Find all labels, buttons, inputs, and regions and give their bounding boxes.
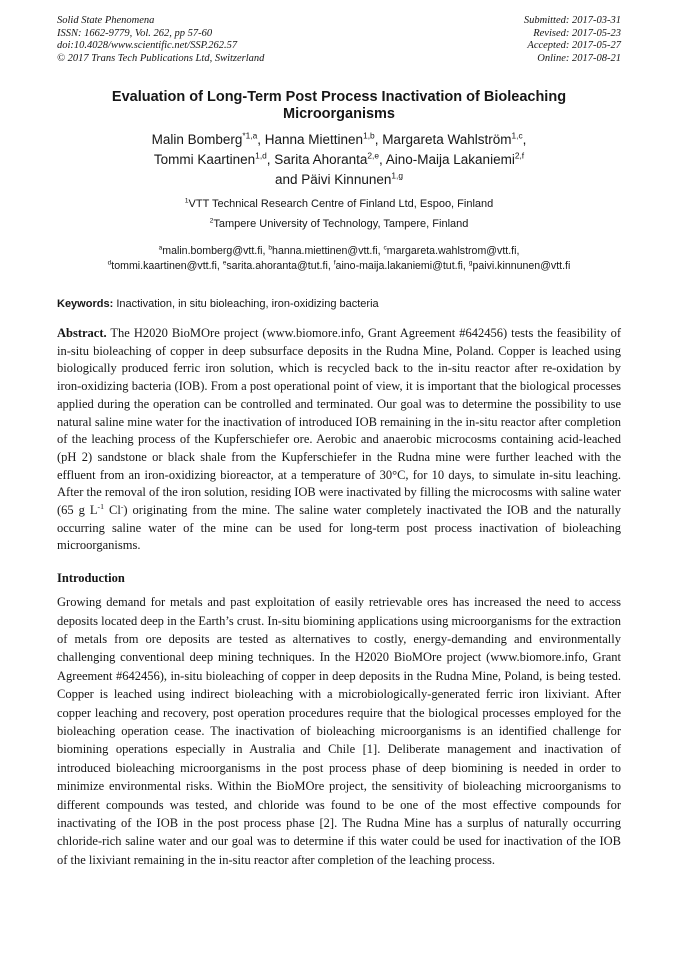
online-date: Online: 2017-08-21 <box>537 52 621 64</box>
affiliation-vtt: $^1$VTT Technical Research Centre of Finland Ltd, Espoo, Finland <box>184 197 494 210</box>
authors-line-1: Malin Bomberg$^{*1,a}$, Hanna Miettinen$^{1,b}$, Margareta Wahlström$^{1,c}$, <box>151 130 527 147</box>
paper-title: Evaluation of Long-Term Post Process Inactivation of Bioleaching Microorganisms <box>111 89 567 122</box>
submission-dates-block <box>524 15 621 65</box>
emails-line-2: $^d$tommi.kaartinen@vtt.fi, $^e$sarita.ahoranta@tut.fi, $^f$aino-maija.lakaniemi@tut.fi, $^g$paivi.kinnunen@vtt.fi <box>107 259 571 272</box>
journal-doi: doi:10.4028/www.scientific.net/SSP.262.57 <box>57 40 238 51</box>
authors-line-3: and Päivi Kinnunen$^{1,g}$ <box>275 170 403 187</box>
abstract-label: Abstract. <box>57 326 107 340</box>
accepted-date: Accepted: 2017-05-27 <box>527 40 621 51</box>
journal-name: Solid State Phenomena <box>57 15 155 26</box>
keywords-line <box>57 298 621 310</box>
author-list <box>57 130 621 190</box>
introduction-paragraph: Growing demand for metals and past exploitation of easily retrievable ores has increased the need to access deposits located deep in the Earth’s crust. In-situ biomining applications using microorganisms for the extraction of metals from ore deposits are tested as alternatives to costly, energy-demanding and environmentally challenging conventional deep mining techniques. In the H2020 BioMOre project (www.biomore.info, Grant Agreement #642456), in-situ bioleaching of copper in deep deposits in the Rudna Mine, Poland, is being tested. Copper is leached using indirect bioleaching with a microbiologically-generated ferric iron lixiviant. After copper leaching and recovery, post operation procedures require that the biological processes employed for the bioleaching operation cease. The inactivation of bioleaching microorganisms is an identified challenge for biomining operations especially in Australia and Chile [1]. Deliberate management and inactivation of introduced bioleaching microorganisms in the post process phase of deep biomining is needed in order to minimize environmental risks. Within the BioMOre project, the sensitivity of bioleaching microorganisms to different compounds was tested, and chloride was found to be one of the most effective compounds for inactivating of the IOB in the post process phase [2]. The Rudna Mine has a surplus of naturally occurring chloride-rich saline water and our goal was to determine if this water could be used for inactivation of the IOB of the lixiviant remaining in the in-situ reactor after completion of the leaching process. <box>57 595 621 867</box>
abstract-paragraph <box>57 325 621 555</box>
submitted-date: Submitted: 2017-03-31 <box>523 15 621 26</box>
keywords-text: Inactivation, in situ bioleaching, iron-oxidizing bacteria <box>116 298 379 310</box>
emails-line-1: $^a$malin.bomberg@vtt.fi, $^b$hanna.miettinen@vtt.fi, $^c$margareta.wahlstrom@vtt.fi, <box>158 244 520 257</box>
revised-date: Revised: 2017-05-23 <box>533 27 621 39</box>
journal-header <box>57 15 621 65</box>
authors-line-2: Tommi Kaartinen$^{1,d}$, Sarita Ahoranta$^{2,e}$, Aino-Maija Lakaniemi$^{2,f}$ <box>153 150 525 167</box>
journal-info-block <box>57 15 264 65</box>
keywords-label: Keywords: <box>57 298 114 310</box>
journal-copyright: © 2017 Trans Tech Publications Ltd, Switzerland <box>57 52 265 64</box>
journal-issn-volume: ISSN: 1662-9779, Vol. 262, pp 57-60 <box>57 27 213 39</box>
introduction-heading: Introduction <box>57 571 125 586</box>
abstract-text: The H2020 BioMOre project (www.biomore.info, Grant Agreement #642456) tests the feasibility of in-situ bioleaching of copper in deep subsurface deposits in the Rudna Mine, Poland. Copper is leached using biologically produced ferric iron solution, which is recycled back to the in-situ reactor after re-oxidation by iron-oxidizing bacteria (IOB). From a post operational point of view, it is important that the biological processes applied during the operation can be controlled and terminated. Our goal was to determine the possibility to use natural saline mine water for the inactivation of introduced IOB remaining in the in-situ reactor after completion of the leaching process of the Kupferschiefer ore. Aerobic and anaerobic microcosms containing acid-leached (pH 2) sandstone or black shale from the Kupferschiefer in the Rudna mine were further leached with the effluent from an iron-oxidizing bioreactor, at a temperature of 30°C, for 10 days, to simulate in-situ leaching. After the removal of the iron solution, residing IOB were inactivated by filling the microcosms with saline water (65 g $L^{-1}$ Cl-) originating from the mine. The saline water completely inactivated the IOB and the naturally occurring saline water of the mine can be used for long-term post process inactivation of bioleaching microorganisms. <box>57 326 621 553</box>
affiliation-tampere: $^2$Tampere University of Technology, Tampere, Finland <box>209 217 469 230</box>
author-emails <box>57 244 621 274</box>
